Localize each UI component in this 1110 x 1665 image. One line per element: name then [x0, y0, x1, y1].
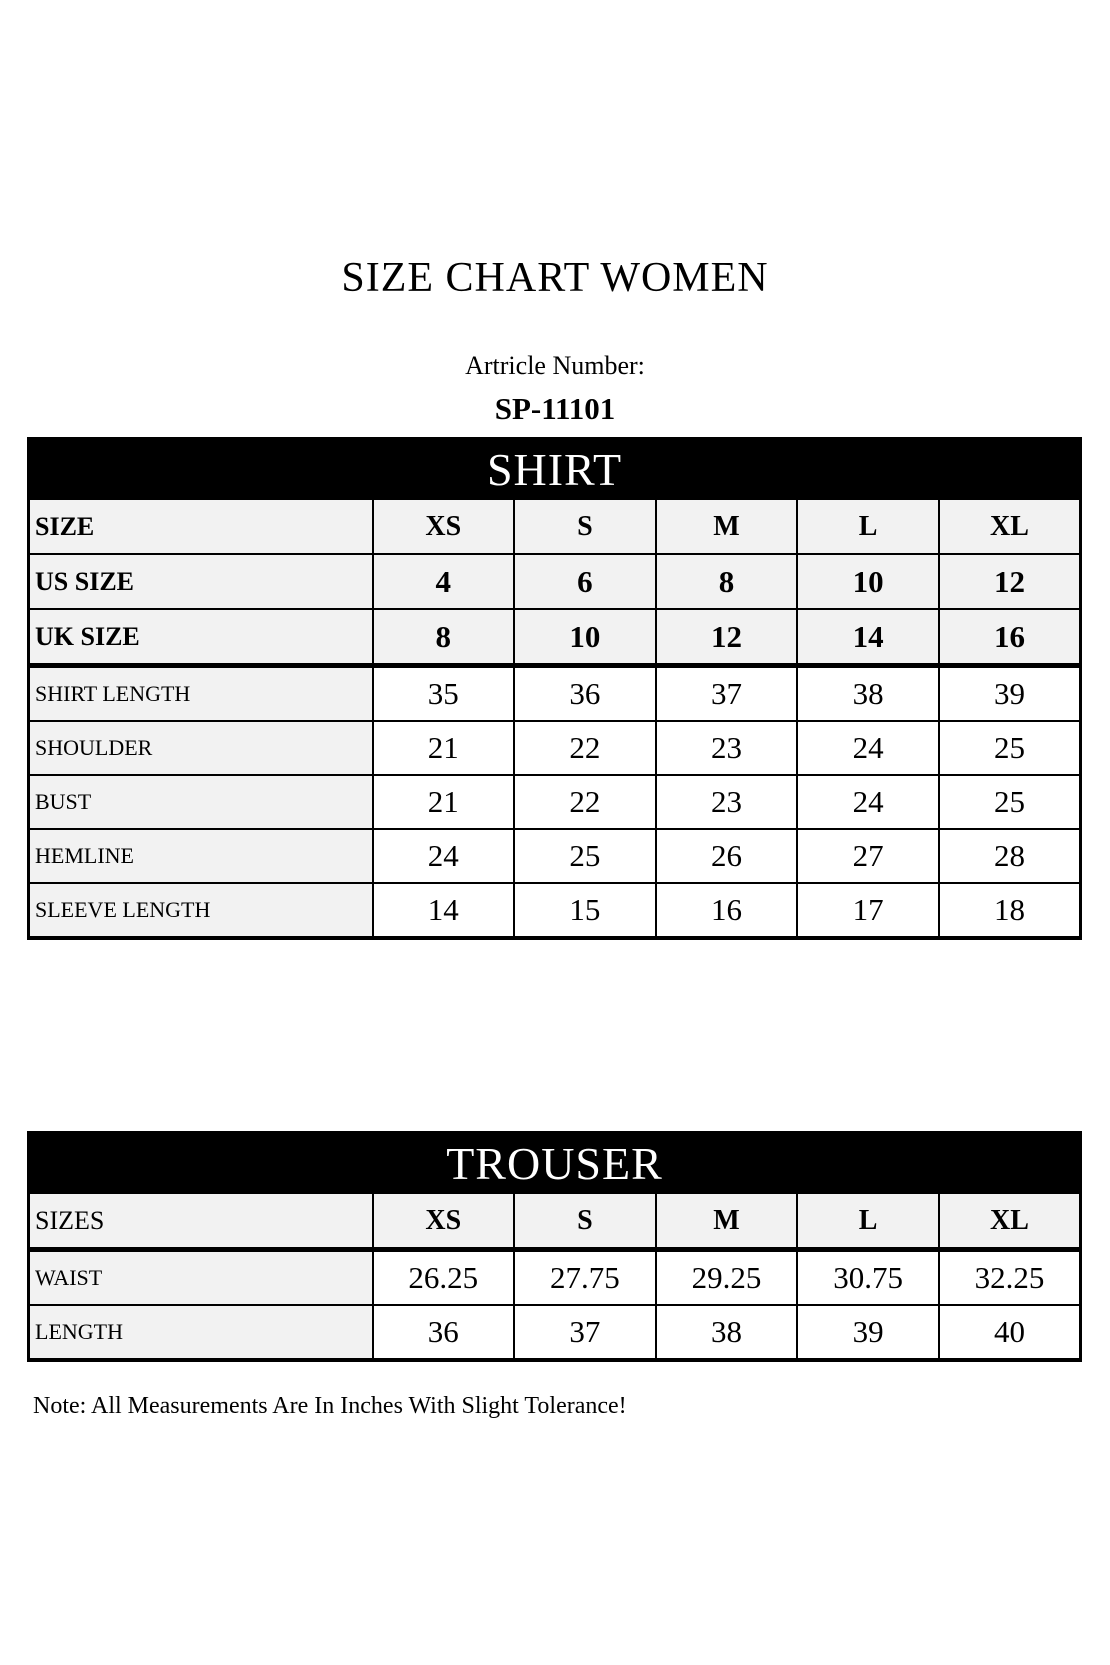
hemline-cell: 28: [939, 829, 1081, 883]
sleeve-length-cell: 16: [656, 883, 798, 938]
shirt-uk-size-cell: 14: [797, 609, 939, 666]
trouser-length-cell: 40: [939, 1305, 1081, 1360]
bust-cell: 23: [656, 775, 798, 829]
hemline-cell: 27: [797, 829, 939, 883]
waist-cell: 29.25: [656, 1250, 798, 1306]
trouser-size-table: [27, 1131, 1082, 1362]
waist-cell: 27.75: [514, 1250, 656, 1306]
shirt-length-cell: 35: [373, 666, 515, 722]
shoulder-row: [29, 721, 1081, 775]
trouser-sizes-row-label: SIZES: [29, 1193, 373, 1250]
sleeve-length-cell: 14: [373, 883, 515, 938]
trouser-length-cell: 36: [373, 1305, 515, 1360]
note-text: Note: All Measurements Are In Inches With Slight Tolerance!: [33, 1393, 627, 1419]
trouser-size-cell-s: S: [514, 1193, 656, 1250]
trouser-banner-title: TROUSER: [29, 1133, 1081, 1194]
shoulder-cell: 21: [373, 721, 515, 775]
shirt-length-cell: 39: [939, 666, 1081, 722]
shirt-size-row-label: SIZE: [29, 499, 373, 554]
shoulder-cell: 25: [939, 721, 1081, 775]
trouser-banner-row: [29, 1133, 1081, 1194]
shirt-us-size-cell: 4: [373, 554, 515, 609]
shirt-size-row: [29, 499, 1081, 554]
trouser-length-cell: 37: [514, 1305, 656, 1360]
shirt-us-size-cell: 8: [656, 554, 798, 609]
waist-cell: 30.75: [797, 1250, 939, 1306]
hemline-cell: 26: [656, 829, 798, 883]
waist-row-label: WAIST: [29, 1250, 373, 1306]
trouser-size-cell-xs: XS: [373, 1193, 515, 1250]
shirt-size-cell-xs: XS: [373, 499, 515, 554]
shirt-us-size-cell: 10: [797, 554, 939, 609]
article-number-value: SP-11101: [494, 391, 616, 426]
shirt-banner-title: SHIRT: [29, 439, 1081, 500]
article-number-label: Artricle Number:: [465, 351, 645, 380]
page-title: SIZE CHART WOMEN: [341, 255, 769, 301]
hemline-cell: 25: [514, 829, 656, 883]
trouser-size-cell-xl: XL: [939, 1193, 1081, 1250]
shirt-size-cell-m: M: [656, 499, 798, 554]
shoulder-cell: 22: [514, 721, 656, 775]
shirt-size-cell-xl: XL: [939, 499, 1081, 554]
trouser-length-row: [29, 1305, 1081, 1360]
waist-cell: 32.25: [939, 1250, 1081, 1306]
shirt-us-size-row-label: US SIZE: [29, 554, 373, 609]
shirt-us-size-cell: 6: [514, 554, 656, 609]
shirt-length-row-label: SHIRT LENGTH: [29, 666, 373, 722]
bust-row: [29, 775, 1081, 829]
trouser-size-cell-l: L: [797, 1193, 939, 1250]
shirt-uk-size-cell: 10: [514, 609, 656, 666]
sleeve-length-cell: 15: [514, 883, 656, 938]
shirt-us-size-cell: 12: [939, 554, 1081, 609]
bust-cell: 21: [373, 775, 515, 829]
shirt-size-table: [27, 437, 1082, 940]
shirt-us-size-row: [29, 554, 1081, 609]
trouser-length-cell: 39: [797, 1305, 939, 1360]
sleeve-length-row: [29, 883, 1081, 938]
shirt-size-cell-s: S: [514, 499, 656, 554]
waist-cell: 26.25: [373, 1250, 515, 1306]
shirt-length-cell: 38: [797, 666, 939, 722]
hemline-row: [29, 829, 1081, 883]
trouser-length-cell: 38: [656, 1305, 798, 1360]
shoulder-row-label: SHOULDER: [29, 721, 373, 775]
shirt-length-cell: 36: [514, 666, 656, 722]
sleeve-length-cell: 18: [939, 883, 1081, 938]
shirt-uk-size-cell: 16: [939, 609, 1081, 666]
bust-cell: 24: [797, 775, 939, 829]
hemline-row-label: HEMLINE: [29, 829, 373, 883]
shoulder-cell: 23: [656, 721, 798, 775]
waist-row: [29, 1250, 1081, 1306]
sleeve-length-row-label: SLEEVE LENGTH: [29, 883, 373, 938]
bust-cell: 22: [514, 775, 656, 829]
shirt-length-row: [29, 666, 1081, 722]
bust-row-label: BUST: [29, 775, 373, 829]
shirt-banner-row: [29, 439, 1081, 500]
shirt-length-cell: 37: [656, 666, 798, 722]
trouser-sizes-row: [29, 1193, 1081, 1250]
hemline-cell: 24: [373, 829, 515, 883]
bust-cell: 25: [939, 775, 1081, 829]
shirt-uk-size-row: [29, 609, 1081, 666]
trouser-length-row-label: LENGTH: [29, 1305, 373, 1360]
shirt-uk-size-row-label: UK SIZE: [29, 609, 373, 666]
shoulder-cell: 24: [797, 721, 939, 775]
trouser-size-cell-m: M: [656, 1193, 798, 1250]
shirt-uk-size-cell: 8: [373, 609, 515, 666]
shirt-uk-size-cell: 12: [656, 609, 798, 666]
shirt-size-cell-l: L: [797, 499, 939, 554]
sleeve-length-cell: 17: [797, 883, 939, 938]
